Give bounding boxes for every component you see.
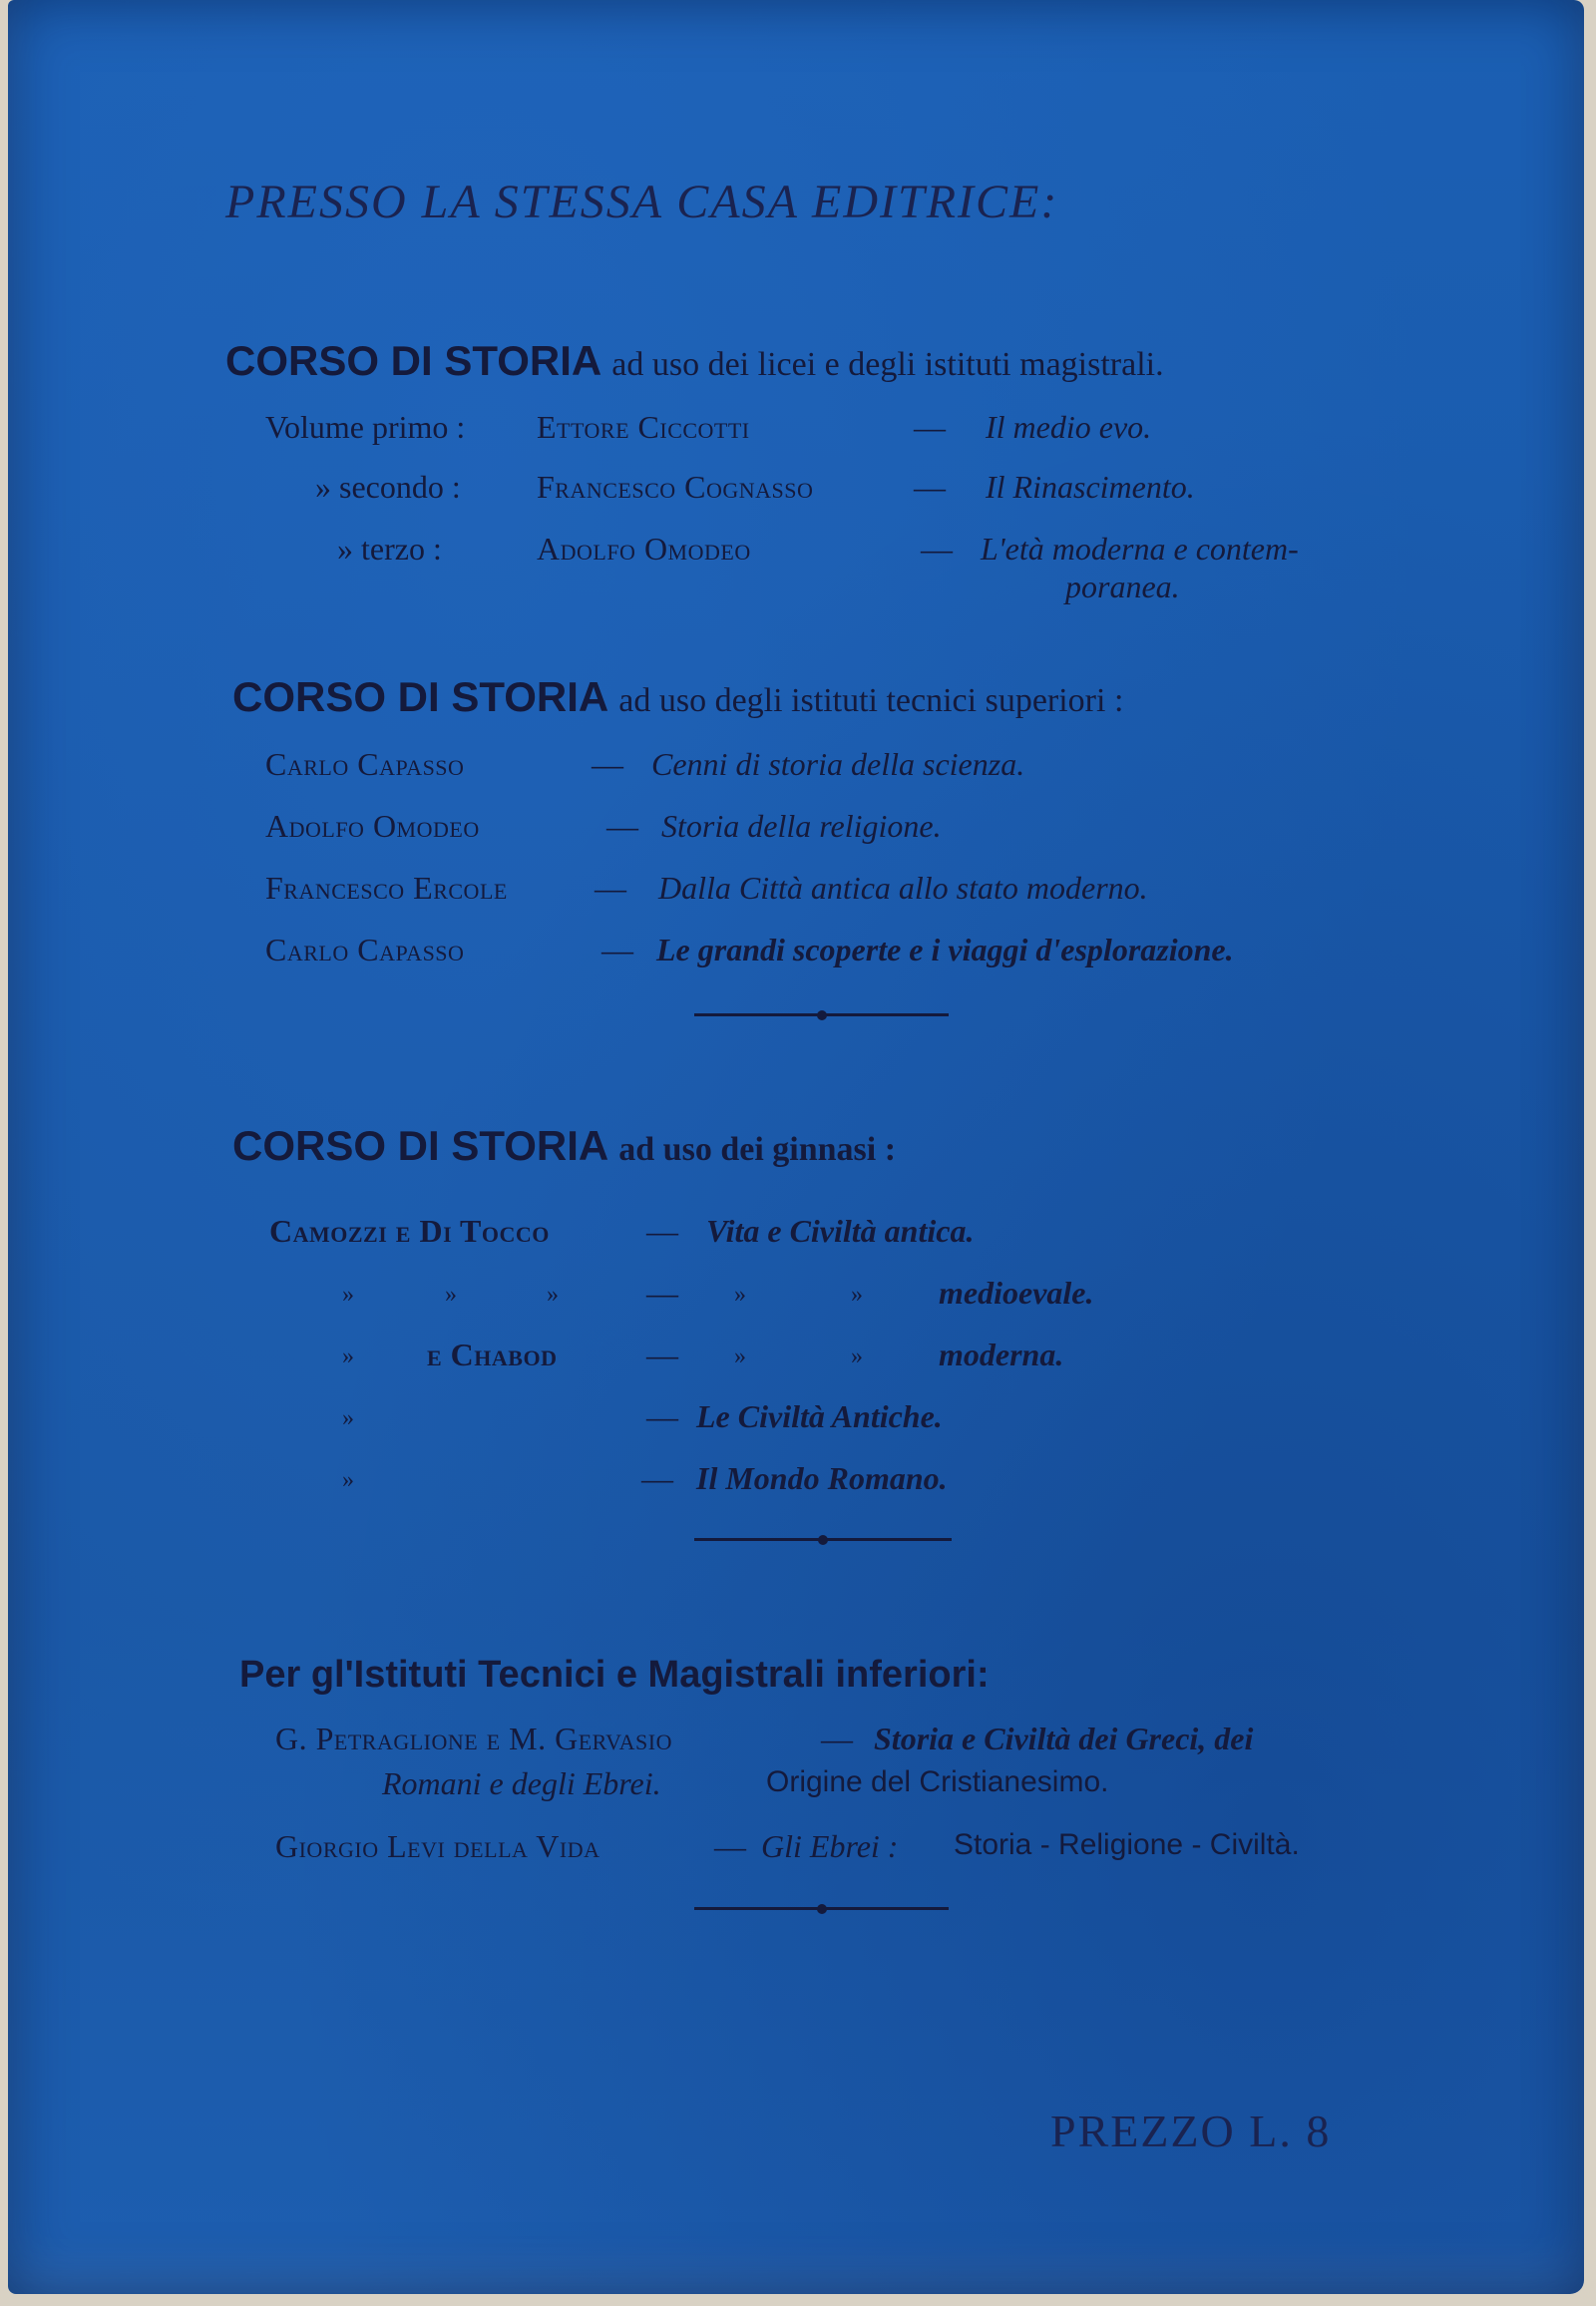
s3r5-work: Il Mondo Romano. (696, 1460, 948, 1496)
section3-title: CORSO DI STORIA (232, 1122, 609, 1169)
s3r2-ditto-4: » (734, 1282, 746, 1308)
s2-author-3: Francesco Ercole (265, 870, 508, 906)
section2-title: CORSO DI STORIA (232, 673, 609, 720)
s3r3-work: moderna. (939, 1337, 1064, 1372)
s3-dash-1: — (646, 1213, 678, 1249)
s3r3-ditto-1: » (342, 1344, 354, 1369)
s1-work-1: Il medio evo. (986, 409, 1152, 445)
s3r2-ditto-1: » (342, 1282, 354, 1308)
s3r3-dash: — (646, 1337, 678, 1372)
publisher-header: PRESSO LA STESSA CASA EDITRICE: (225, 176, 1059, 228)
s3r5-ditto-1: » (342, 1467, 354, 1493)
section2-subtitle: ad uso degli istituti tecnici superiori : (618, 682, 1124, 719)
s4-work-1: Storia e Civiltà dei Greci, dei (874, 1721, 1254, 1756)
s2-author-2: Adolfo Omodeo (265, 808, 480, 844)
s2-dash-1: — (592, 746, 623, 782)
s2-work-1: Cenni di storia della scienza. (651, 746, 1025, 782)
divider-rule (694, 1538, 952, 1541)
s1-author-2: Francesco Cognasso (537, 469, 814, 505)
section1-subtitle: ad uso dei licei e degli istituti magistrali. (611, 346, 1164, 383)
s2-author-4: Carlo Capasso (265, 932, 465, 967)
s3r4-work: Le Civiltà Antiche. (696, 1398, 943, 1434)
s1-work-3-cont: poranea. (1065, 569, 1180, 604)
s4-author-2: Giorgio Levi della Vida (275, 1828, 600, 1864)
s1-author-3: Adolfo Omodeo (537, 531, 751, 567)
s1-vol-3: » terzo : (337, 531, 442, 567)
s3r5-dash: — (641, 1460, 673, 1496)
price-label: PREZZO L. 8 (1050, 2106, 1332, 2156)
s1-dash-2: — (914, 469, 946, 505)
s2-work-2: Storia della religione. (661, 808, 942, 844)
section2-heading (232, 673, 1123, 722)
book-back-cover (8, 0, 1584, 2294)
section3-subtitle: ad uso dei ginnasi : (618, 1131, 897, 1168)
s4-work-2: Gli Ebrei : (761, 1828, 899, 1864)
s1-author-1: Ettore Ciccotti (537, 409, 750, 445)
s1-dash-3: — (921, 531, 953, 567)
s4-extra-1: Origine del Cristianesimo. (766, 1765, 1109, 1798)
s1-work-2: Il Rinascimento. (986, 469, 1195, 505)
section1-heading (225, 337, 1164, 386)
s1-work-3: L'età moderna e contem- (981, 531, 1299, 567)
section4-heading: Per gl'Istituti Tecnici e Magistrali inferiori: (239, 1654, 990, 1696)
s3r3-ditto-5: » (851, 1344, 863, 1369)
s4-work-1-cont: Romani e degli Ebrei. (382, 1765, 661, 1801)
s3r3-ditto-4: » (734, 1344, 746, 1369)
s3r2-ditto-5: » (851, 1282, 863, 1308)
divider-rule (694, 1013, 949, 1016)
s1-vol-1: Volume primo : (265, 409, 466, 445)
s3r3-author: e Chabod (427, 1337, 558, 1372)
section1-title: CORSO DI STORIA (225, 337, 602, 384)
s3r2-work: medioevale. (939, 1275, 1094, 1311)
s4-author-1: G. Petraglione e M. Gervasio (275, 1721, 672, 1756)
s1-vol-2: » secondo : (315, 469, 461, 505)
s4-extra-2: Storia - Religione - Civiltà. (954, 1828, 1300, 1861)
s4-dash-2: — (714, 1828, 746, 1864)
s3-work-1: Vita e Civiltà antica. (706, 1213, 975, 1249)
s2-author-1: Carlo Capasso (265, 746, 465, 782)
s2-dash-4: — (601, 932, 633, 967)
divider-rule (694, 1907, 949, 1910)
s2-work-4: Le grandi scoperte e i viaggi d'esplorazione. (656, 932, 1234, 967)
s3r2-ditto-3: » (547, 1282, 559, 1308)
s2-dash-2: — (606, 808, 638, 844)
s3r2-dash: — (646, 1275, 678, 1311)
s2-dash-3: — (595, 870, 626, 906)
section3-heading (232, 1122, 896, 1171)
s4-dash-1: — (821, 1721, 853, 1756)
s1-dash-1: — (914, 409, 946, 445)
s3-author-1: Camozzi e Di Tocco (269, 1213, 550, 1249)
s3r4-ditto-1: » (342, 1405, 354, 1431)
s3r2-ditto-2: » (445, 1282, 457, 1308)
s3r4-dash: — (646, 1398, 678, 1434)
s2-work-3: Dalla Città antica allo stato moderno. (658, 870, 1148, 906)
